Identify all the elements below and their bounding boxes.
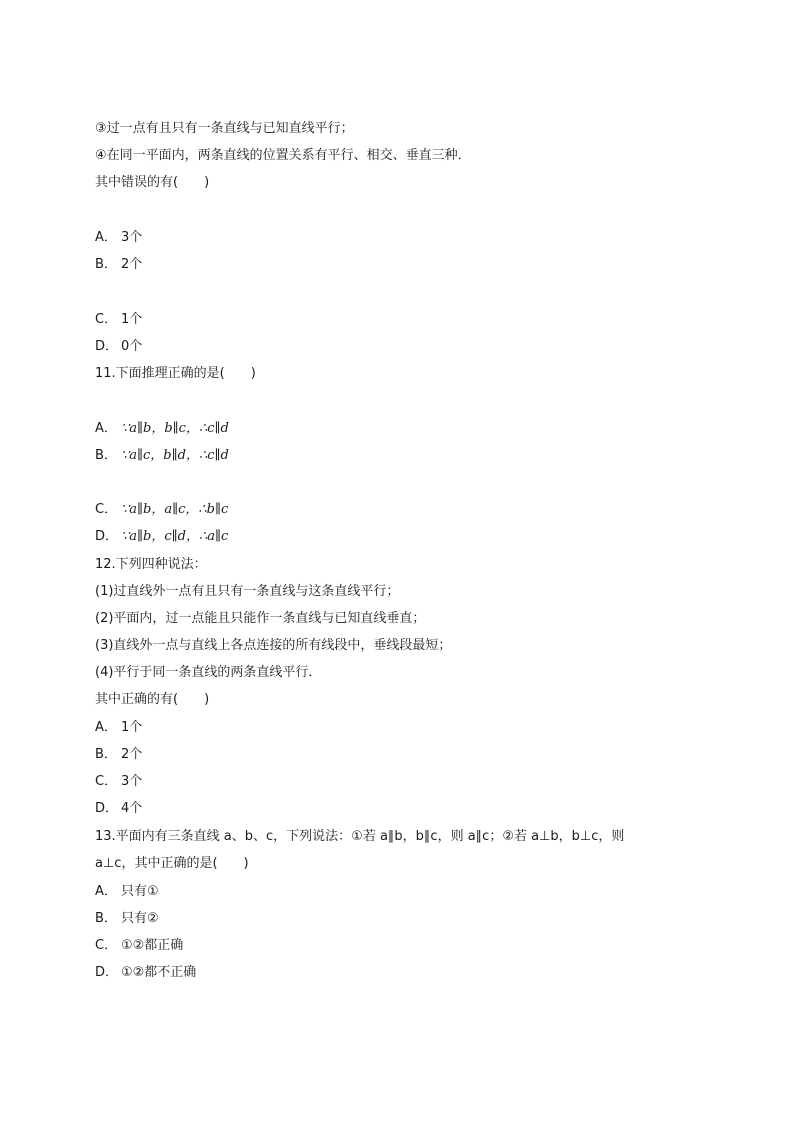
option-text: 1个 bbox=[121, 720, 143, 735]
q12-option-d bbox=[95, 800, 142, 818]
q12-option-a bbox=[95, 719, 142, 737]
q12-statement-1: (1)过直线外一点有且只有一条直线与这条直线平行； bbox=[95, 584, 400, 599]
option-text: ∵a∥b，c∥d，∴a∥c bbox=[121, 529, 229, 544]
q12-statement-3: (3)直线外一点与直线上各点连接的所有线段中，垂线段最短； bbox=[95, 638, 452, 653]
option-text: ∵a∥b，b∥c，∴c∥d bbox=[121, 421, 229, 436]
option-text: 4个 bbox=[121, 801, 143, 816]
option-letter: B． bbox=[95, 448, 117, 463]
option-text: 2个 bbox=[121, 747, 143, 762]
option-letter: B． bbox=[95, 911, 117, 926]
q11-option-a bbox=[95, 420, 229, 438]
q11-option-b bbox=[95, 447, 229, 465]
q13-option-d bbox=[95, 964, 196, 982]
option-text: 2个 bbox=[121, 257, 143, 272]
option-letter: D． bbox=[95, 529, 119, 544]
option-letter: C． bbox=[95, 502, 118, 517]
option-letter: B． bbox=[95, 747, 117, 762]
option-letter: D． bbox=[95, 339, 119, 354]
option-letter: A． bbox=[95, 421, 117, 436]
option-letter: C． bbox=[95, 774, 118, 789]
q10-option-a bbox=[95, 229, 142, 247]
q11-option-d bbox=[95, 528, 228, 546]
option-letter: C． bbox=[95, 312, 118, 327]
option-text: 0个 bbox=[121, 339, 143, 354]
q10-statement-4: ④在同一平面内，两条直线的位置关系有平行、相交、垂直三种． bbox=[95, 148, 471, 163]
option-letter: A． bbox=[95, 884, 117, 899]
option-text: ∵a∥c，b∥d，∴c∥d bbox=[121, 448, 229, 463]
option-letter: A． bbox=[95, 230, 117, 245]
option-text: ∵a∥b，a∥c，∴b∥c bbox=[121, 502, 229, 517]
q10-option-c bbox=[95, 311, 142, 329]
option-letter: C． bbox=[95, 938, 118, 953]
q12-statement-2: (2)平面内，过一点能且只能作一条直线与已知直线垂直； bbox=[95, 611, 426, 626]
q10-option-d bbox=[95, 338, 142, 356]
option-text: 只有① bbox=[121, 884, 159, 899]
option-text: ①②都正确 bbox=[121, 938, 184, 953]
option-text: ①②都不正确 bbox=[121, 965, 197, 980]
q12-ask: 其中正确的有( ) bbox=[95, 692, 210, 707]
q13-option-a bbox=[95, 883, 159, 901]
q11-question: 11.下面推理正确的是( ) bbox=[95, 366, 256, 381]
option-letter: D． bbox=[95, 965, 119, 980]
q12-option-c bbox=[95, 773, 142, 791]
q13-option-c bbox=[95, 937, 183, 955]
option-letter: D． bbox=[95, 801, 119, 816]
q12-statement-4: (4)平行于同一条直线的两条直线平行． bbox=[95, 665, 322, 680]
q10-option-b bbox=[95, 256, 142, 274]
option-text: 只有② bbox=[121, 911, 159, 926]
q12-question: 12.下列四种说法： bbox=[95, 557, 207, 572]
option-text: 3个 bbox=[121, 774, 143, 789]
option-text: 1个 bbox=[121, 312, 143, 327]
q13-question-line-1: 13.平面内有三条直线 a、b、c，下列说法：①若 a∥b，b∥c，则 a∥c；②若 a⊥b，b⊥c，则 bbox=[95, 829, 625, 844]
q11-option-c bbox=[95, 501, 228, 519]
q10-statement-3: ③过一点有且只有一条直线与已知直线平行； bbox=[95, 121, 354, 136]
q13-option-b bbox=[95, 910, 159, 928]
option-text: 3个 bbox=[121, 230, 143, 245]
option-letter: A． bbox=[95, 720, 117, 735]
option-letter: B． bbox=[95, 257, 117, 272]
q10-question: 其中错误的有( ) bbox=[95, 175, 210, 190]
q12-option-b bbox=[95, 746, 142, 764]
q13-question-line-2: a⊥c，其中正确的是( ) bbox=[95, 856, 249, 871]
